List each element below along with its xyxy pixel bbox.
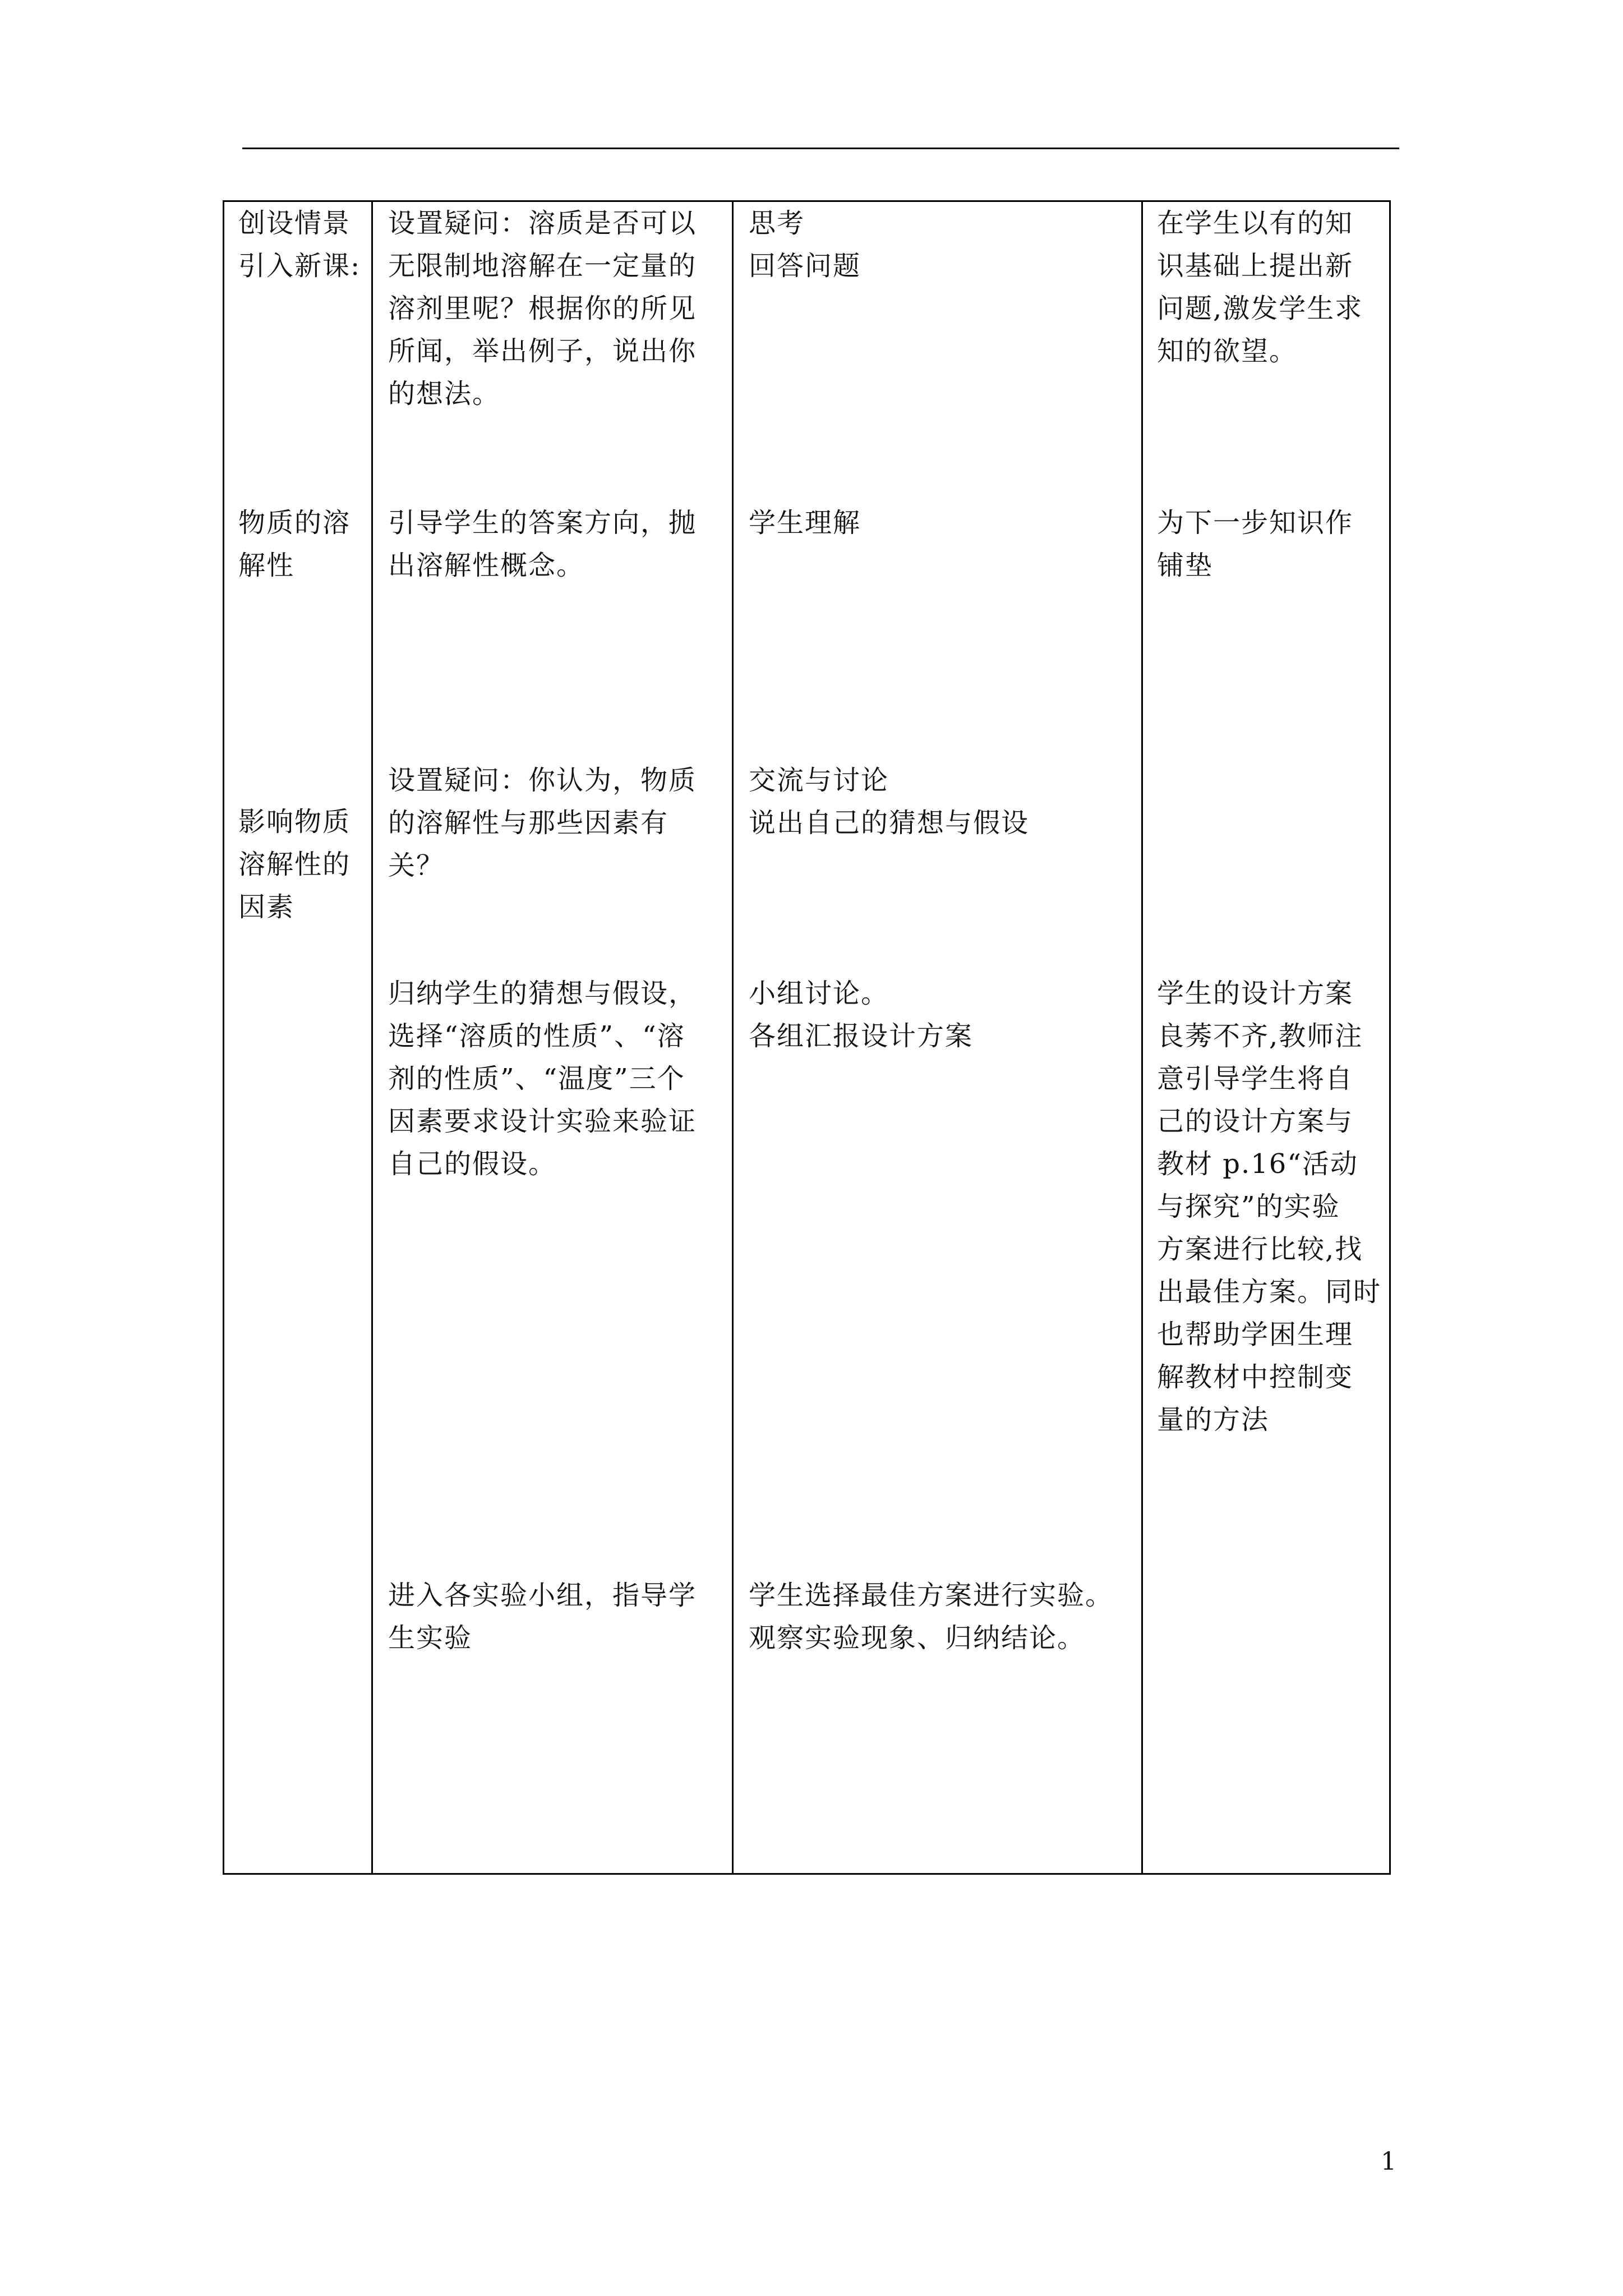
- stage-factors: 影响物质 溶解性的 因素: [238, 806, 351, 923]
- column-divider-2: [732, 200, 734, 1875]
- teacher-activity-3: 设置疑问：你认为，物质 的溶解性与那些因素有 关？: [388, 765, 697, 881]
- design-intent-3: 学生的设计方案 良莠不齐,教师注 意引导学生将自 己的设计方案与 教材 p.16“活动 与探究”的实验 方案进行比较,找 出最佳方案。同时 也帮助学困生理 解教材中控制变 量的方法: [1157, 978, 1382, 1435]
- column-divider-1: [371, 200, 373, 1875]
- header-rule: [242, 148, 1399, 149]
- column-divider-3: [1141, 200, 1143, 1875]
- teacher-activity-2: 引导学生的答案方向，抛 出溶解性概念。: [388, 507, 697, 581]
- student-activity-5: 学生选择最佳方案进行实验。 观察实验现象、归纳结论。: [749, 1580, 1114, 1654]
- student-activity-3: 交流与讨论 说出自己的猜想与假设: [749, 765, 1030, 839]
- student-activity-2: 学生理解: [749, 507, 861, 539]
- student-activity-1: 思考 回答问题: [749, 208, 861, 282]
- design-intent-2: 为下一步知识作 铺垫: [1157, 507, 1354, 581]
- student-activity-4: 小组讨论。 各组汇报设计方案: [749, 978, 974, 1052]
- stage-intro: 创设情景 引入新课:: [238, 208, 361, 282]
- design-intent-1: 在学生以有的知 识基础上提出新 问题,激发学生求 知的欲望。: [1157, 208, 1363, 367]
- page-number: 1: [1381, 2147, 1396, 2176]
- stage-solubility: 物质的溶 解性: [238, 507, 351, 581]
- teacher-activity-5: 进入各实验小组，指导学 生实验: [388, 1580, 697, 1654]
- teacher-activity-4: 归纳学生的猜想与假设， 选择“溶质的性质”、“溶 剂的性质”、“温度”三个 因素要求设计实验来验证 自己的假设。: [388, 978, 697, 1180]
- teacher-activity-1: 设置疑问：溶质是否可以 无限制地溶解在一定量的 溶剂里呢？根据你的所见 所闻，举出例子，说出你 的想法。: [388, 208, 697, 409]
